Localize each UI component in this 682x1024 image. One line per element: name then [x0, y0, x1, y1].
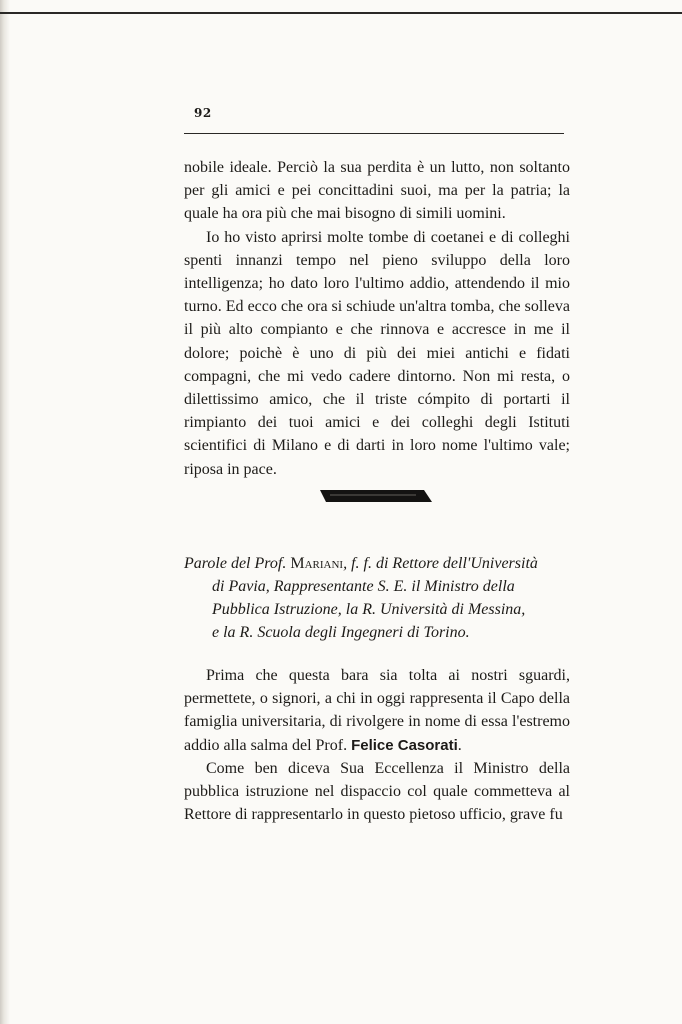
heading-prefix: Parole del Prof. — [184, 555, 287, 572]
paragraph-end: . — [457, 736, 462, 754]
paragraph-text: Prima che questa bara sia tolta ai nostri sguardi, permettete, o signori, a chi in oggi rappresenta il Capo della famiglia universitaria, di rivolgere in nome di essa l'estremo addio alla salma del Prof. — [184, 667, 570, 754]
text-block-1 — [184, 156, 570, 481]
ornament-divider — [320, 490, 432, 502]
paragraph: Come ben diceva Sua Eccellenza il Ministro della pubblica istruzione nel dispaccio col quale commetteva al Rettore di rappresentarlo in questo pietoso ufficio, grave fu — [184, 759, 570, 824]
heading-line: di Pavia, Rappresentante S. E. il Ministro della — [212, 578, 515, 595]
heading-suffix: , f. f. di Rettore dell'Università — [343, 555, 538, 572]
text-block-2 — [184, 664, 570, 826]
speaker-name: Mariani — [290, 555, 344, 572]
header-rule — [184, 133, 564, 134]
heading-line: Pubblica Istruzione, la R. Università di Messina, — [212, 601, 526, 618]
deceased-name: Felice Casorati — [351, 736, 458, 754]
page-number: 92 — [194, 106, 212, 120]
speech-heading — [184, 552, 574, 644]
paragraph: nobile ideale. Perciò la sua perdita è un lutto, non soltanto per gli amici e pei concittadini suoi, ma per la patria; la quale ha ora più che mai bisogno di simili uomini. — [184, 159, 570, 223]
heading-line: e la R. Scuola degli Ingegneri di Torino. — [212, 624, 470, 641]
paragraph — [184, 664, 570, 757]
scan-edge-top — [0, 12, 682, 14]
heading-line — [184, 552, 574, 575]
paragraph: Io ho visto aprirsi molte tombe di coetanei e di colleghi spenti innanzi tempo nel pieno sviluppo della loro intelligenza; ho dato loro l'ultimo addio, attendendo il mio turno. Ed ecco che ora si schiude un'altra tomba, che solleva il più alto compianto e che rinnova e accresce in me il dolore; poichè è uno di più dei miei antichi e fidati compagni, che mi vedo cadere dintorno. Non mi resta, o dilettissimo amico, che il triste cómpito di portarti il rimpianto dei tuoi amici e dei colleghi degli Istituti scientifici di Milano e di darti in loro nome l'ultimo vale; riposa in pace. — [184, 228, 570, 478]
scan-edge-left — [0, 0, 10, 1024]
